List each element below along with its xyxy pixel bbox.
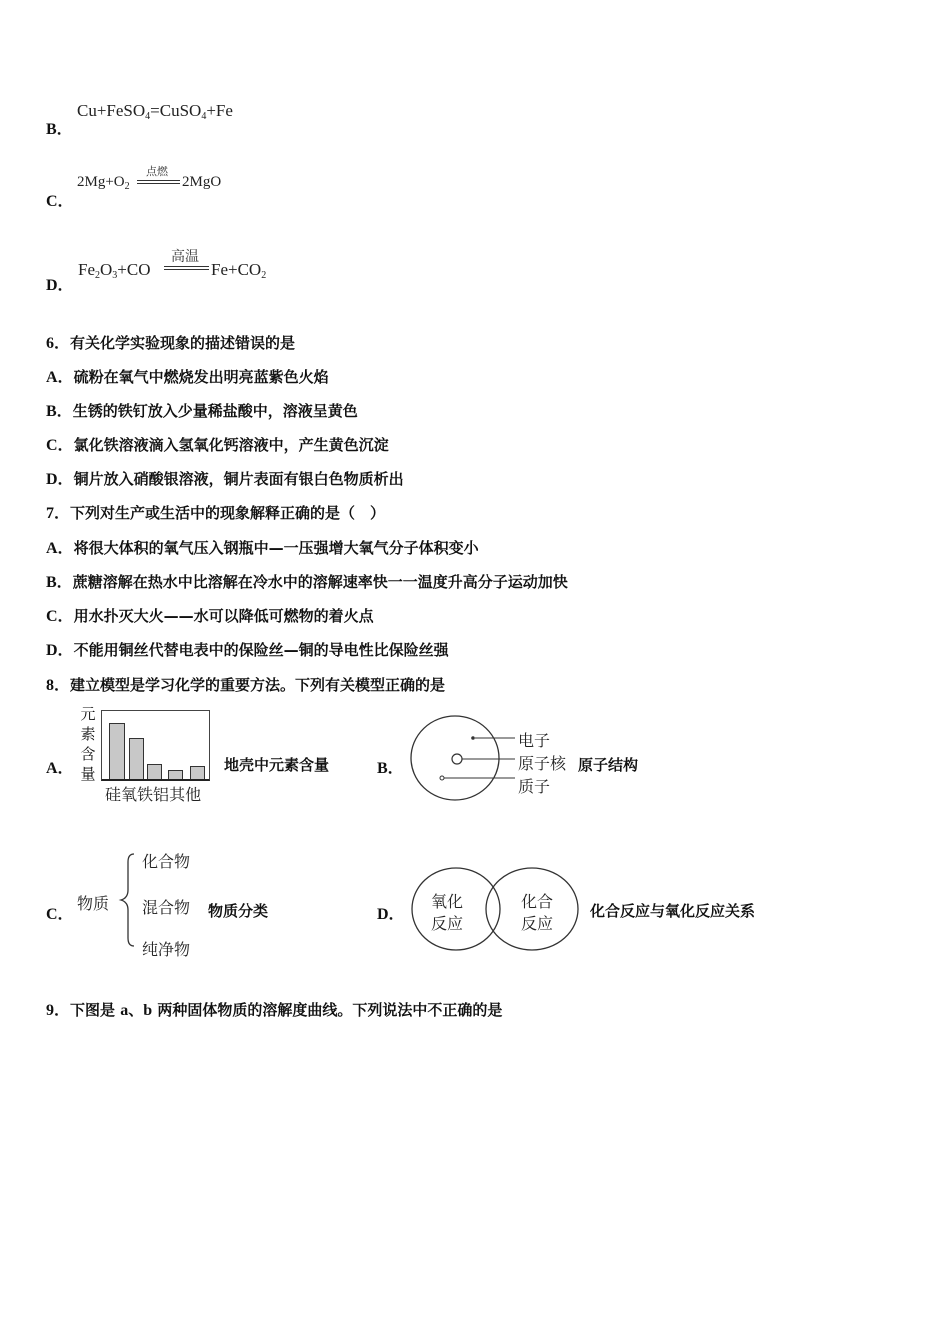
q7-option-c: C．用水扑灭大火——水可以降低可燃物的着火点	[46, 607, 374, 625]
equation-b: Cu+FeSO$_4$=CuSO$_4$+Fe	[77, 101, 233, 122]
question-9-stem: 9．下图是 a、b 两种固体物质的溶解度曲线。下列说法中不正确的是	[46, 1001, 503, 1019]
bar-oxygen	[129, 738, 144, 779]
q7-option-d: D．不能用铜丝代替电表中的保险丝—铜的导电性比保险丝强	[46, 641, 449, 659]
q6-option-a: A．硫粉在氧气中燃烧发出明亮蓝紫色火焰	[46, 368, 329, 386]
atom-diagram	[405, 710, 525, 805]
option-label-b: B．	[46, 121, 73, 138]
equals-sign	[164, 266, 209, 270]
proton-dot	[440, 776, 444, 780]
brace-icon	[118, 850, 138, 950]
crust-element-chart	[101, 710, 210, 781]
label-nucleus: 原子核	[518, 754, 567, 773]
class-pure-substance: 纯净物	[142, 940, 191, 959]
bar-aluminum	[168, 770, 183, 779]
option-label-d: D．	[46, 277, 74, 294]
question-6-stem: 6．有关化学实验现象的描述错误的是	[46, 334, 296, 352]
q8-option-label-c: C．	[46, 906, 74, 923]
condition-high-temp: 高温	[171, 249, 199, 265]
q8-option-label-b: B．	[377, 760, 404, 777]
bar-other	[190, 766, 205, 779]
caption-reaction-relationship: 化合反应与氧化反应关系	[590, 902, 756, 920]
electron-dot	[471, 736, 475, 740]
nucleus-circle	[452, 754, 462, 764]
caption-crust-elements: 地壳中元素含量	[224, 756, 330, 774]
bar-iron	[147, 764, 162, 779]
label-proton: 质子	[518, 777, 551, 796]
q8-option-label-a: A．	[46, 760, 74, 777]
chart-ylabel: 元 素 含 量	[80, 705, 96, 783]
class-compound: 化合物	[142, 852, 191, 871]
classification-root: 物质	[77, 894, 110, 913]
label-electron: 电子	[518, 731, 551, 750]
q8-option-label-d: D．	[377, 906, 405, 923]
venn-label-combination: 化合 反应	[521, 892, 554, 933]
q6-option-d: D．铜片放入硝酸银溶液，铜片表面有银白色物质析出	[46, 470, 404, 488]
equation-d-left: $Fe_2O_3+CO$	[78, 260, 151, 281]
equation-d-right: $Fe+CO_2$	[211, 260, 267, 281]
equals-sign	[137, 180, 180, 184]
q6-option-b: B．生锈的铁钉放入少量稀盐酸中，溶液呈黄色	[46, 402, 358, 420]
q6-option-c: C．氯化铁溶液滴入氢氧化钙溶液中，产生黄色沉淀	[46, 436, 389, 454]
condition-ignite: 点燃	[146, 165, 168, 178]
class-mixture: 混合物	[142, 898, 191, 917]
question-8-stem: 8．建立模型是学习化学的重要方法。下列有关模型正确的是	[46, 676, 446, 694]
q7-option-b: B．蔗糖溶解在热水中比溶解在冷水中的溶解速率快一一温度升高分子运动加快	[46, 573, 568, 591]
chart-categories: 硅氧铁铝其他	[105, 785, 202, 804]
option-label-c: C．	[46, 193, 74, 210]
question-7-stem: 7．下列对生产或生活中的现象解释正确的是（ ）	[46, 504, 386, 522]
bar-silicon	[109, 723, 125, 779]
equation-c-right: 2MgO	[182, 174, 222, 190]
q7-option-a: A．将很大体积的氧气压入钢瓶中—一压强增大氧气分子体积变小	[46, 539, 479, 557]
venn-label-oxidation: 氧化 反应	[431, 892, 464, 933]
caption-atom-structure: 原子结构	[578, 756, 639, 774]
equation-c-left: $2Mg+O_2$	[77, 174, 130, 192]
caption-classification: 物质分类	[208, 902, 269, 920]
